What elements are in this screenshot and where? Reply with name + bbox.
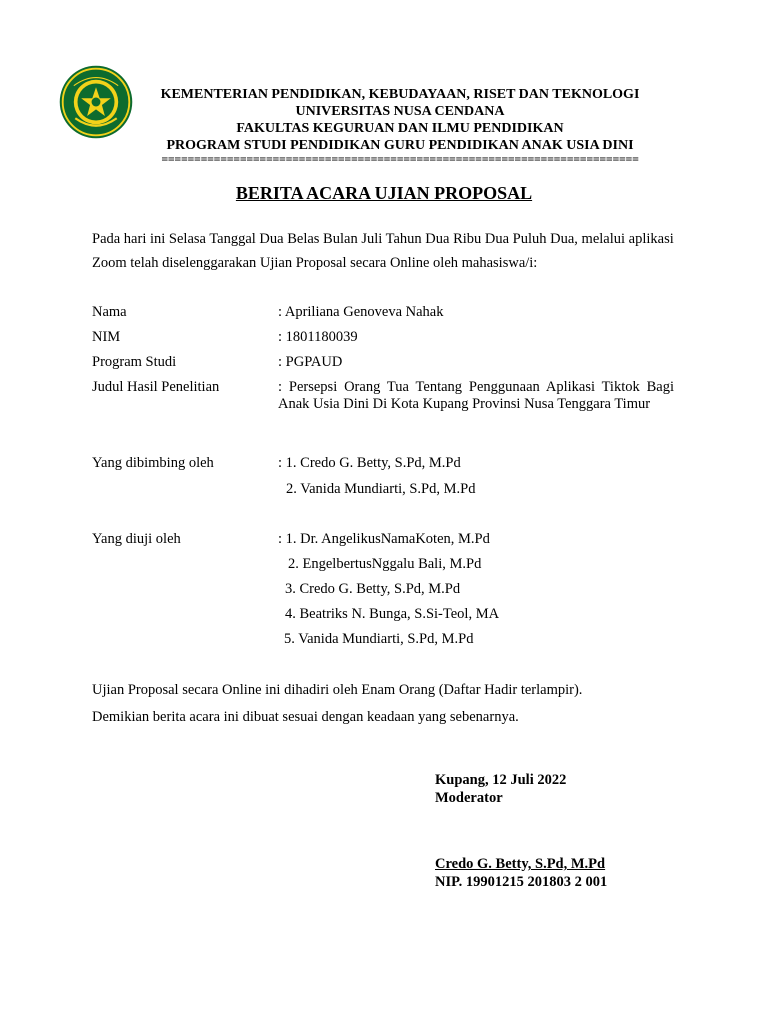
field-label: Nama (92, 304, 127, 320)
field-label: Yang dibimbing oleh (92, 455, 214, 471)
penguji-item: 5. Vanida Mundiarti, S.Pd, M.Pd (284, 631, 474, 647)
letterhead-faculty: FAKULTAS KEGURUAN DAN ILMU PENDIDIKAN (236, 121, 564, 136)
letterhead (135, 86, 665, 165)
field-value: : Apriliana Genoveva Nahak (278, 304, 444, 320)
logo-seal (60, 66, 133, 139)
penguji-item: : 1. Dr. AngelikusNamaKoten, M.Pd (278, 531, 490, 547)
field-label: NIM (92, 329, 121, 345)
letterhead-university: UNIVERSITAS NUSA CENDANA (295, 104, 505, 119)
university-logo (59, 65, 133, 139)
pembimbing-item: 2. Vanida Mundiarti, S.Pd, M.Pd (286, 481, 476, 497)
closing-statement: Demikian berita acara ini dibuat sesuai dengan keadaan yang sebenarnya. (92, 709, 519, 725)
penguji-item: 3. Credo G. Betty, S.Pd, M.Pd (285, 581, 461, 597)
intro-paragraph: Pada hari ini Selasa Tanggal Dua Belas Bulan Juli Tahun Dua Ribu Dua Puluh Dua, melalui aplikasi Zoom telah diselenggarakan Ujian Proposal secara Online oleh mahasiswa/i: (92, 231, 674, 271)
field-label: Judul Hasil Penelitian (92, 379, 220, 395)
letterhead-program: PROGRAM STUDI PENDIDIKAN GURU PENDIDIKAN ANAK USIA DINI (166, 138, 634, 153)
signature-role: Moderator (435, 790, 503, 806)
field-value: : 1801180039 (278, 329, 358, 345)
pembimbing-item: : 1. Credo G. Betty, S.Pd, M.Pd (278, 455, 461, 471)
penguji-item: 4. Beatriks N. Bunga, S.Si-Teol, MA (285, 606, 500, 622)
signature-place-date: Kupang, 12 Juli 2022 (435, 772, 567, 788)
letterhead-rule: ========================================================================= (161, 154, 639, 165)
field-label: Program Studi (92, 354, 177, 370)
signature-name: Credo G. Betty, S.Pd, M.Pd (435, 856, 606, 872)
signature-nip: NIP. 19901215 201803 2 001 (435, 874, 608, 890)
penguji-item: 2. EngelbertusNggalu Bali, M.Pd (288, 556, 482, 572)
letterhead-ministry: KEMENTERIAN PENDIDIKAN, KEBUDAYAAN, RISET DAN TEKNOLOGI (160, 87, 640, 102)
field-value: : Persepsi Orang Tua Tentang Penggunaan Aplikasi Tiktok Bagi Anak Usia Dini Di Kota Kupang Provinsi Nusa Tenggara Timur (278, 379, 674, 412)
closing-attendance: Ujian Proposal secara Online ini dihadiri oleh Enam Orang (Daftar Hadir terlampir). (92, 682, 583, 698)
document-title: BERITA ACARA UJIAN PROPOSAL (235, 183, 533, 203)
field-label: Yang diuji oleh (92, 531, 181, 547)
field-value: : PGPAUD (278, 354, 343, 370)
